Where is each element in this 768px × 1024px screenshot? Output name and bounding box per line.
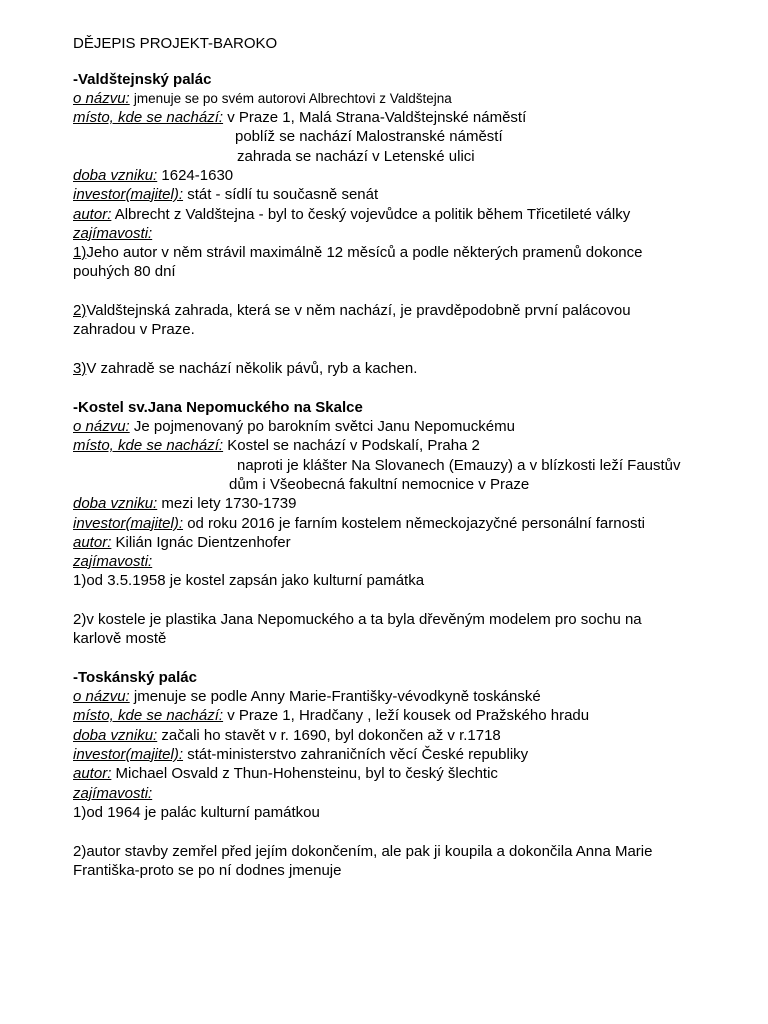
item-number: 1) — [73, 244, 87, 261]
list-item — [73, 243, 642, 262]
item-text-continued: pouhých 80 dní — [73, 263, 176, 280]
investor-value: stát-ministerstvo zahraničních věcí České republiky — [183, 746, 529, 763]
zajimavosti-label-text: zajímavosti: — [73, 785, 153, 802]
doba-label: doba vzniku: — [73, 495, 158, 512]
doba-row — [73, 726, 501, 745]
misto-label: místo, kde se nachází: — [73, 707, 224, 724]
item-text: V zahradě se nachází několik pávů, ryb a kachen. — [86, 360, 418, 377]
doba-row — [73, 494, 296, 513]
autor-value: Kilián Ignác Dientzenhofer — [111, 534, 291, 551]
list-item: 2)v kostele je plastika Jana Nepomuckého a ta byla dřevěným modelem pro sochu na — [73, 611, 642, 628]
misto-value: v Praze 1, Malá Strana-Valdštejnské náměstí — [223, 109, 527, 126]
misto-label: místo, kde se nachází: — [73, 109, 224, 126]
zajimavosti-label — [73, 784, 152, 803]
misto-row — [73, 436, 480, 455]
misto-row — [73, 706, 589, 725]
zajimavosti-label-text: zajímavosti: — [73, 553, 153, 570]
section-heading-kostel: -Kostel sv.Jana Nepomuckého na Skalce — [73, 399, 363, 416]
item-number: 2) — [73, 302, 87, 319]
list-item — [73, 359, 417, 378]
o-nazvu-label: o názvu: — [73, 418, 130, 435]
item-text-continued: zahradou v Praze. — [73, 321, 195, 338]
doba-value: mezi lety 1730-1739 — [157, 495, 297, 512]
o-nazvu-row — [73, 89, 452, 108]
misto-label: místo, kde se nachází: — [73, 437, 224, 454]
item-text: Jeho autor v něm strávil maximálně 12 měsíců a podle některých pramenů dokonce — [86, 244, 643, 261]
investor-value: od roku 2016 je farním kostelem německojazyčné personální farnosti — [183, 515, 645, 532]
investor-label: investor(majitel): — [73, 746, 184, 763]
misto-line-2: poblíž se nachází Malostranské náměstí — [235, 128, 503, 145]
list-item — [73, 301, 631, 320]
o-nazvu-label: o názvu: — [73, 90, 130, 107]
misto-row — [73, 108, 526, 127]
item-text: Valdštejnská zahrada, která se v něm nachází, je pravděpodobně první palácovou — [86, 302, 631, 319]
section-heading-valdstejnsky-palac: -Valdštejnský palác — [73, 71, 212, 88]
autor-label: autor: — [73, 206, 112, 223]
list-item: 2)autor stavby zemřel před jejím dokončením, ale pak ji koupila a dokončila Anna Marie — [73, 843, 653, 860]
autor-row — [73, 205, 630, 224]
misto-line-3: dům i Všeobecná fakultní nemocnice v Praze — [229, 476, 530, 493]
o-nazvu-value: Je pojmenovaný po barokním světci Janu Nepomuckému — [129, 418, 515, 435]
autor-row — [73, 764, 498, 783]
autor-row — [73, 533, 291, 552]
zajimavosti-label — [73, 552, 152, 571]
doba-value: začali ho stavět v r. 1690, byl dokončen až v r.1718 — [157, 727, 501, 744]
doba-label: doba vzniku: — [73, 727, 158, 744]
item-text-continued: Františka-proto se po ní dodnes jmenuje — [73, 862, 342, 879]
section-heading-toskansky-palac: -Toskánský palác — [73, 669, 197, 686]
document-title: DĚJEPIS PROJEKT-BAROKO — [73, 35, 278, 52]
zajimavosti-label — [73, 224, 152, 243]
doba-value: 1624-1630 — [157, 167, 234, 184]
investor-label: investor(majitel): — [73, 515, 184, 532]
o-nazvu-value: jmenuje se po svém autorovi Albrechtovi z Valdštejna — [133, 91, 452, 106]
misto-value: Kostel se nachází v Podskalí, Praha 2 — [223, 437, 480, 454]
investor-row — [73, 745, 528, 764]
o-nazvu-row — [73, 687, 541, 706]
o-nazvu-value: jmenuje se podle Anny Marie-Františky-vévodkyně toskánské — [129, 688, 541, 705]
misto-line-3: zahrada se nachází v Letenské ulici — [237, 148, 475, 165]
doba-row — [73, 166, 233, 185]
list-item: 1)od 3.5.1958 je kostel zapsán jako kulturní památka — [73, 572, 425, 589]
misto-value: v Praze 1, Hradčany , leží kousek od Pražského hradu — [223, 707, 590, 724]
autor-label: autor: — [73, 765, 112, 782]
autor-value: Albrecht z Valdštejna - byl to český vojevůdce a politik během Třicetileté války — [111, 206, 631, 223]
autor-value: Michael Osvald z Thun-Hohensteinu, byl to český šlechtic — [111, 765, 498, 782]
zajimavosti-label-text: zajímavosti: — [73, 225, 153, 242]
o-nazvu-row — [73, 417, 515, 436]
o-nazvu-label: o názvu: — [73, 688, 130, 705]
list-item: 1)od 1964 je palác kulturní památkou — [73, 804, 320, 821]
autor-label: autor: — [73, 534, 112, 551]
item-number: 3) — [73, 360, 87, 377]
item-text-continued: karlově mostě — [73, 630, 167, 647]
doba-label: doba vzniku: — [73, 167, 158, 184]
investor-row — [73, 185, 378, 204]
investor-label: investor(majitel): — [73, 186, 184, 203]
investor-row — [73, 514, 645, 533]
misto-line-2: naproti je klášter Na Slovanech (Emauzy) a v blízkosti leží Faustův — [237, 457, 681, 474]
investor-value: stát - sídlí tu současně senát — [183, 186, 379, 203]
